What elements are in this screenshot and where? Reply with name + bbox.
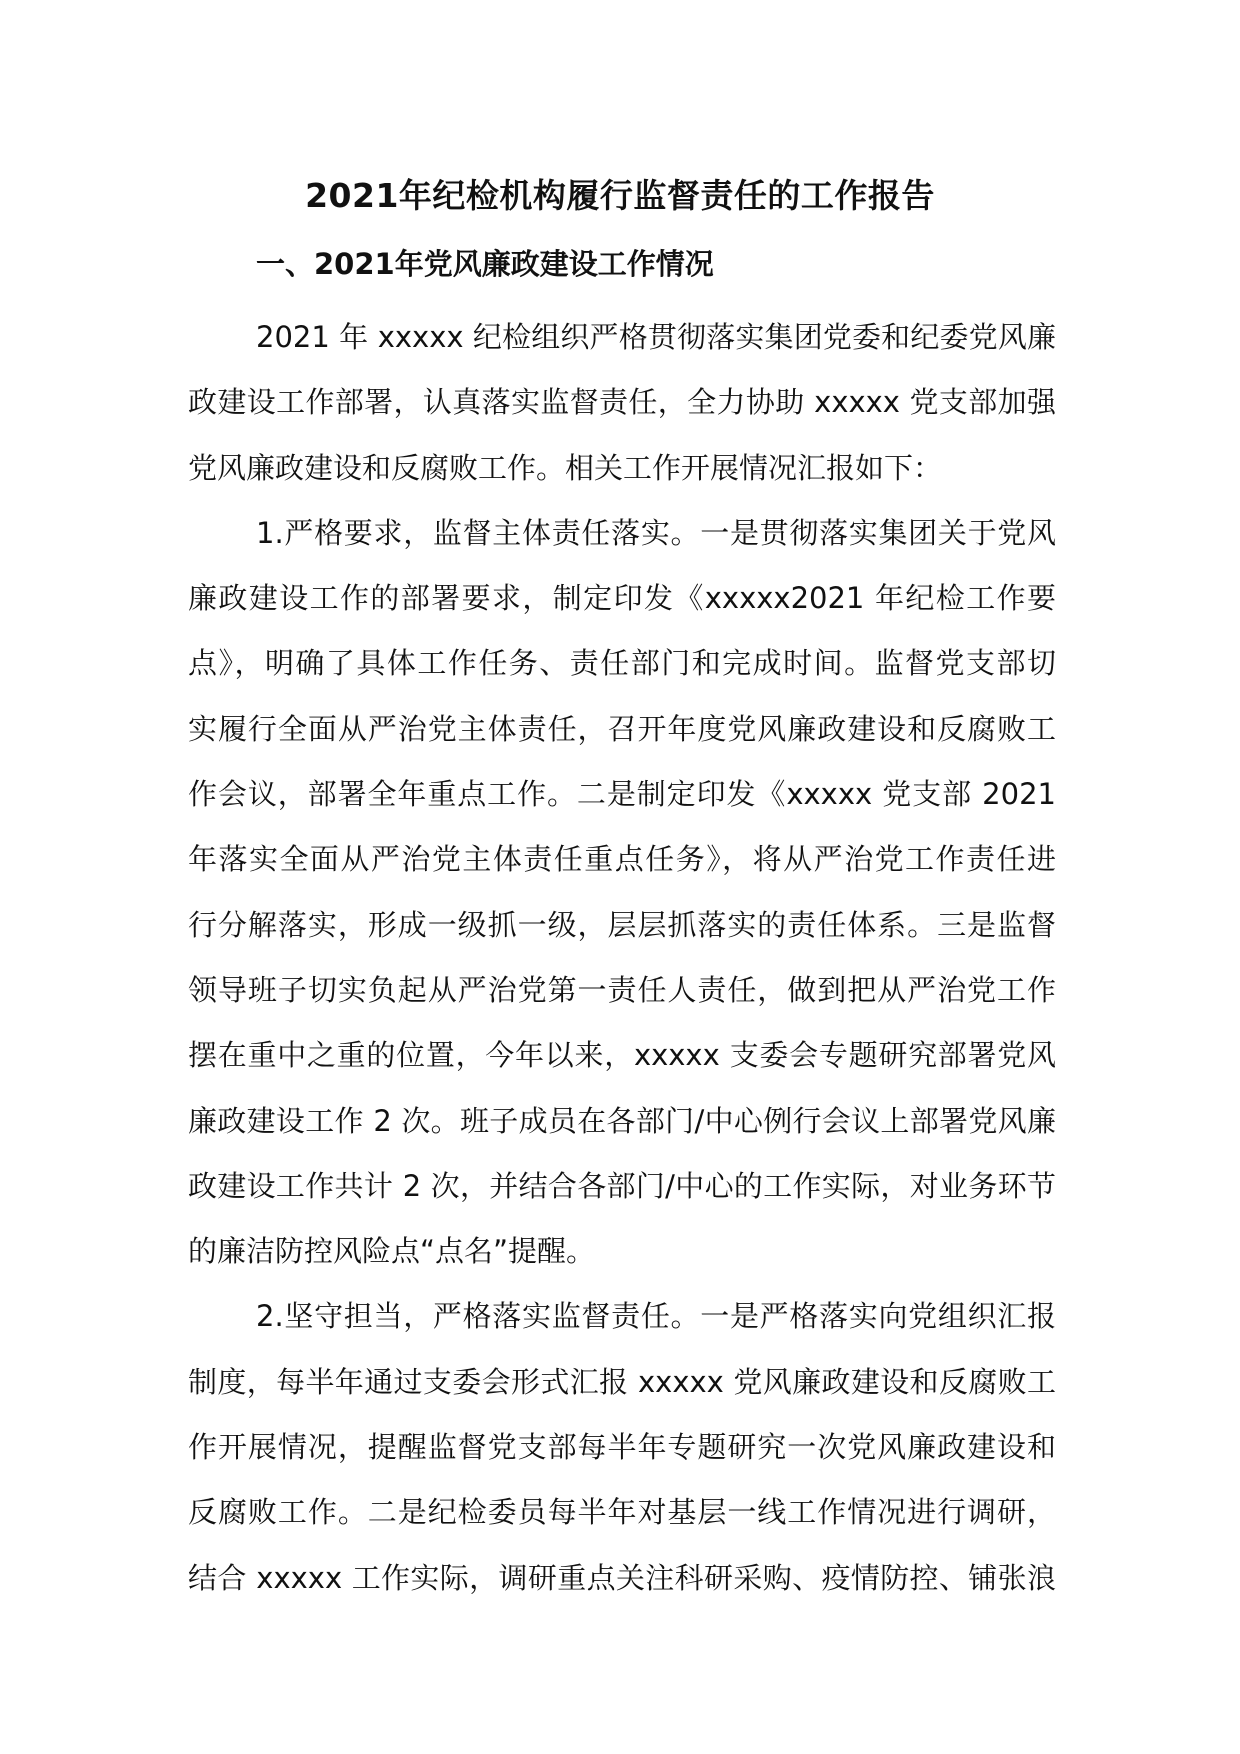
paragraph-line: 年落实全面从严治党主体责任重点任务》，将从严治党工作责任进 — [188, 842, 1056, 877]
paragraph — [188, 1284, 1056, 1610]
paragraph-line: 廉政建设工作 2 次。班子成员在各部门/中心例行会议上部署党风廉 — [188, 1103, 1056, 1138]
paragraph-line: 反腐败工作。二是纪检委员每半年对基层一线工作情况进行调研， — [188, 1495, 1056, 1530]
document-title: 2021年纪检机构履行监督责任的工作报告 — [305, 176, 935, 215]
paragraph-line: 结合 xxxxx 工作实际，调研重点关注科研采购、疫情防控、铺张浪 — [188, 1560, 1056, 1595]
paragraph-line: 1.严格要求，监督主体责任落实。一是贯彻落实集团关于党风 — [256, 515, 1056, 550]
paragraph-line: 行分解落实，形成一级抓一级，层层抓落实的责任体系。三是监督 — [188, 907, 1056, 942]
paragraph-line: 廉政建设工作的部署要求，制定印发《xxxxx2021 年纪检工作要 — [188, 581, 1056, 616]
paragraph-line: 领导班子切实负起从严治党第一责任人责任，做到把从严治党工作 — [188, 972, 1056, 1007]
paragraph-line: 政建设工作共计 2 次，并结合各部门/中心的工作实际，对业务环节 — [188, 1168, 1056, 1203]
paragraph-line: 的廉洁防控风险点“点名”提醒。 — [188, 1234, 596, 1269]
paragraph-line: 作开展情况，提醒监督党支部每半年专题研究一次党风廉政建设和 — [188, 1430, 1056, 1465]
paragraph — [188, 501, 1056, 1285]
paragraph-line: 实履行全面从严治党主体责任，召开年度党风廉政建设和反腐败工 — [188, 711, 1056, 746]
paragraph-line: 党风廉政建设和反腐败工作。相关工作开展情况汇报如下： — [188, 450, 943, 485]
paragraph-line: 摆在重中之重的位置，今年以来，xxxxx 支委会专题研究部署党风 — [188, 1038, 1056, 1073]
paragraph-line: 点》，明确了具体工作任务、责任部门和完成时间。监督党支部切 — [188, 646, 1056, 681]
paragraph-line: 2021 年 xxxxx 纪检组织严格贯彻落实集团党委和纪委党风廉 — [256, 320, 1056, 354]
paragraph-line: 作会议，部署全年重点工作。二是制定印发《xxxxx 党支部 2021 — [188, 777, 1056, 812]
paragraph-line: 制度，每半年通过支委会形式汇报 xxxxx 党风廉政建设和反腐败工 — [188, 1364, 1056, 1399]
paragraph-line: 政建设工作部署，认真落实监督责任，全力协助 xxxxx 党支部加强 — [188, 385, 1056, 420]
document-body — [188, 305, 1056, 1611]
paragraph — [188, 305, 1056, 501]
section-heading: 一、2021年党风廉政建设工作情况 — [256, 247, 714, 281]
paragraph-line: 2.坚守担当，严格落实监督责任。一是严格落实向党组织汇报 — [256, 1299, 1056, 1334]
